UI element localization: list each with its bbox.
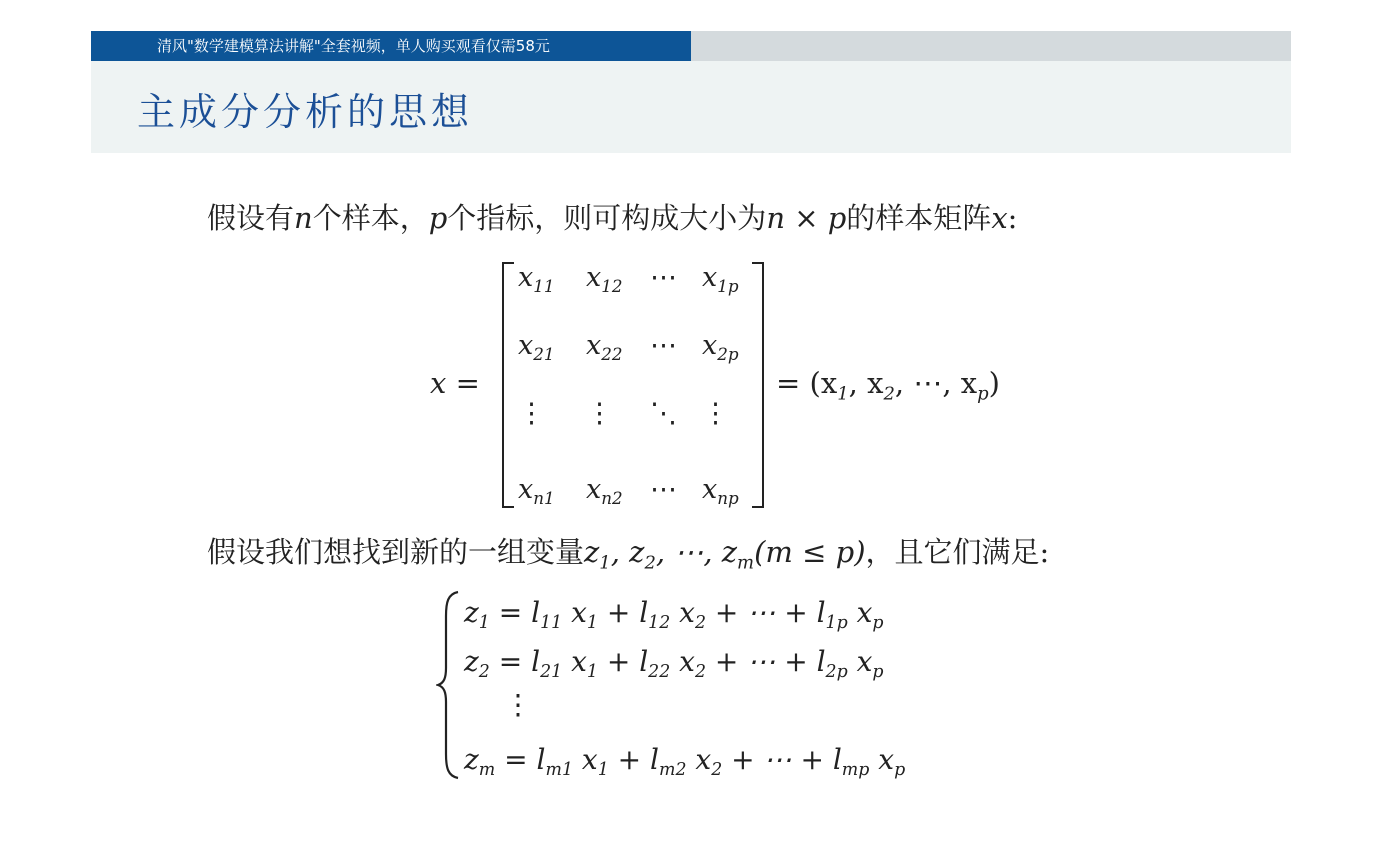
p1-size: n × p (766, 201, 847, 235)
equation-m: $z_m = l_{m1}$ $x_1 + l_{m2}$ $x_2$ + ⋯ + $l_{mp}$ $x_p$ (464, 743, 906, 781)
p1-var-n: n (294, 201, 313, 235)
p1-var-x: x (991, 201, 1008, 235)
matrix-cell: ⋯ (650, 262, 677, 293)
p1-text-5: : (1007, 201, 1018, 235)
p2-vars: $z_1$, $z_2$, ⋯, $z_m$ (584, 535, 755, 574)
matrix-right-bracket (752, 262, 764, 508)
matrix-cell: $x_{11}$ (518, 262, 555, 296)
matrix-cell: ⋮ (702, 398, 729, 429)
equation-dots: ⋮ (504, 688, 532, 721)
matrix-cell: $x_{n1}$ (518, 474, 555, 508)
matrix-cell: ⋮ (586, 398, 613, 429)
left-brace (436, 590, 460, 780)
matrix-cell: ⋯ (650, 330, 677, 361)
matrix-cell: $x_{2p}$ (702, 330, 739, 364)
matrix-cell: $x_{21}$ (518, 330, 555, 364)
title-bar (91, 61, 1291, 153)
matrix-rhs: = ($x_1$, $x_2$, ⋯, $x_p$) (776, 366, 1000, 405)
header-banner (91, 31, 1291, 61)
p2-text-1: 假设我们想找到新的一组变量 (207, 535, 585, 569)
matrix-cell: $x_{np}$ (702, 474, 739, 508)
p1-var-p: p (428, 201, 448, 235)
matrix-cell: ⋱ (650, 398, 677, 429)
p1-text-1: 假设有 (207, 201, 295, 235)
equation-system (436, 590, 956, 790)
equation-1: $z_1 = l_{11}$ $x_1 + l_{12}$ $x_2$ + ⋯ + $l_{1p}$ $x_p$ (464, 596, 884, 634)
p2-text-2: ，且它们满足: (865, 535, 1050, 569)
matrix-left-bracket (502, 262, 514, 508)
slide-title: 主成分分析的思想 (137, 90, 474, 134)
p1-text-3: 个指标，则可构成大小为 (447, 201, 767, 235)
matrix-cell: $x_{12}$ (586, 262, 623, 296)
matrix-cell: $x_{1p}$ (702, 262, 739, 296)
matrix-cell: ⋮ (518, 398, 545, 429)
matrix-cell: $x_{22}$ (586, 330, 623, 364)
paragraph-sample-matrix (207, 196, 1017, 237)
p2-condition: (m ≤ p) (754, 535, 866, 569)
banner-text: 清风"数学建模算法讲解"全套视频，单人购买观看仅需58元 (91, 31, 691, 61)
p1-text-2: 个样本， (312, 201, 429, 235)
matrix-cell: ⋯ (650, 474, 677, 505)
matrix-cell: $x_{n2}$ (586, 474, 623, 508)
equation-2: $z_2 = l_{21}$ $x_1 + l_{22}$ $x_2$ + ⋯ + $l_{2p}$ $x_p$ (464, 645, 884, 683)
p1-text-4: 的样本矩阵 (846, 201, 992, 235)
matrix-lhs: x = (430, 366, 480, 400)
paragraph-new-variables (207, 530, 1050, 574)
